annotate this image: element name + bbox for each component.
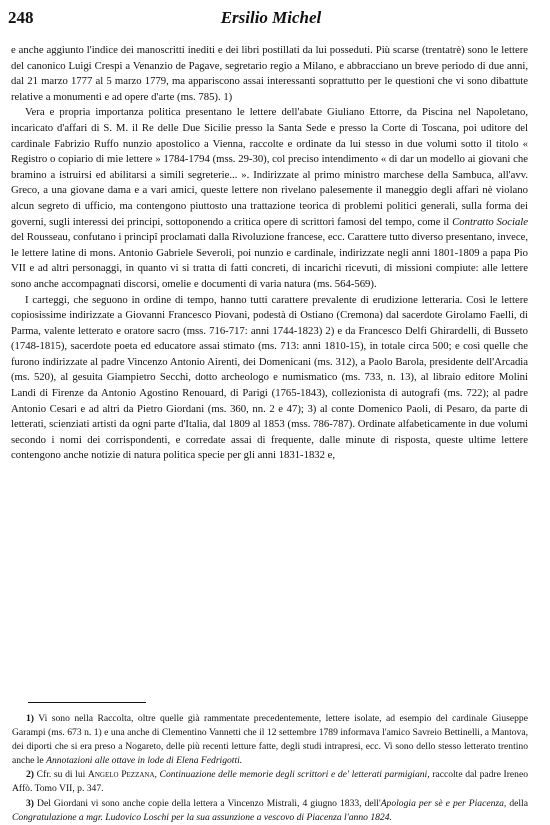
- footnote-2-author: Angelo Pezzana: [87, 769, 155, 781]
- footnote-2: [12, 768, 528, 796]
- contratto-sociale-title: Contratto Sociale: [452, 215, 528, 228]
- footnote-1-text: Vi sono nella Raccolta, oltre quelle già rammentate precedentemente, lettere isolate, ad esempio del cardinale Giuseppe Garampi (ms. 673 n. 1) e una anche di Clementino Vannetti che il 12 settembre 1789 informava l'amico Savreio Bettinelli, a Mantova, dei diporti che si era preso a Nogareto, delle più recenti letture fatte, degli studi intrapresi, ecc. Vi sono dello stesso letterato trentino anche le: [12, 713, 528, 767]
- footnote-3-text-b: della: [506, 797, 528, 809]
- body-text: [11, 43, 528, 464]
- footnote-2-text-b: raccolte dal padre Ireneo Affò. Tomo VII, p. 347.: [12, 769, 529, 795]
- footnote-2-mark: 2): [26, 769, 34, 781]
- footnote-1: [12, 712, 528, 768]
- footnote-1-mark: 1): [26, 713, 34, 724]
- paragraph-2: [11, 105, 528, 292]
- footnote-3-italic-2: Congratulazione a mgr. Ludovico Loschi per la sua assunzione a vescovo di Piacenza l'anno 1824.: [12, 811, 392, 823]
- footnote-3-mark: 3): [26, 797, 34, 809]
- footnote-3: [12, 797, 528, 825]
- footnote-3-text-a: Del Giordani vi sono anche copie della lettera a Vincenzo Mistrali, 4 giugno 1833, dell': [37, 797, 381, 809]
- paragraph-2-part-a: Vera e propria importanza politica presentano le lettere dell'abate Giuliano Ettorre, da Piscina nel Napoletano, incaricato d'affari di S. M. il Re delle Due Sicilie presso la Santa Sede e presso la Corte di Toscana, poi uditore del cardinale Fabrizio Ruffo nunzio apostolico a Vienna, raccolte e ordinate da lui stesso in due volumi sotto il titolo « Registro o copiario di mie lettere » 1784-1794 (mss. 29-30), col preciso intendimento « di dar un modello ai giovani che bramino a istruirsi ed abilitarsi a simili segreterie... ». Indirizzate al primo ministro marchese della Sambuca, all'avv. Greco, a una giovane dama e a vari amici, queste lettere non rivelano palesemente il maneggio degli affari nè violano alcun segreto di ufficio, ma contengono piuttosto una trattazione teorica di problemi politici generali, sulla forma dei governi, sugli interessi dei principi, sottoponendo a critica opere di scrittori famosi del tempo, come il: [11, 106, 528, 228]
- page-number: 248: [8, 8, 34, 27]
- paragraph-1: e anche aggiunto l'indice dei manoscritti inediti e dei libri postillati da lui posseduti. Più scarse (trentatrè) sono le lettere del canonico Luigi Crespi a Venanzio de Pagave, segretario regio a Milano, e abbracciano un breve periodo di due anni, dal 21 marzo 1777 al 5 marzo 1779, ma appariscono assai interessanti soprattutto per le questioni che vi sono dibattute relative a monumenti e ad opere d'arte (ms. 785). 1): [11, 44, 528, 103]
- footnote-rule: [28, 702, 146, 703]
- footnote-3-italic-1: Apologia per sè e per Piacenza,: [380, 797, 507, 809]
- footnote-1-italic: Annotazioni alle ottave in lode di Elena Fedrigotti.: [46, 755, 243, 767]
- paragraph-3: I carteggi, che seguono in ordine di tempo, hanno tutti carattere prevalente di erudizione letteraria. Così le lettere copiosissime indirizzate a Giovanni Francesco Piovani, podestà di Ostiano (Cremona) dal sacerdote Girolamo Faelli, di Parma, valente letterato e oratore sacro (mss. 716-717: anni 1744-1823) 2) e da Francesco Delfi Ghirardelli, di Busseto (1748-1815), sacerdote poeta ed educatore assai stimato (ms. 713: anni 1810-15), in totale circa 500; e così quelle che furono indirizzate al padre Vincenzo Antonio Airenti, dei Domenicani (ms. 312), a Paolo Barola, presidente dell'Arcadia (ms. 520), al gesuita Giampietro Secchi, dotto archeologo e numismatico (ms. 733, n. 13), al libraio editore Molini Landi di Firenze da Antonio Agostino Renouard, di Parigi (1765-1843), collezionista di autografi (ms. 722); al padre Antonio Cesari e ad altri da Pietro Giordani (ms. 360, nn. 2 e 47); 3) al conte Domenico Paoli, di Pesaro, da parte di letterati, scienziati artisti da ogni parte d'Italia, dal 1809 al 1853 (mss. 786-787). Ordinate alfabeticamente in due volumi secondo i nomi dei corrispondenti, e corredate assai di frequente, dalle minute di risposta, queste ultime lettere contengono anche notizie di natura politica specie per gli anni 1831-1832 e,: [11, 293, 528, 462]
- running-head: Ersilio Michel: [220, 8, 322, 27]
- footnote-2-text-a: Cfr. su di lui: [36, 769, 88, 781]
- footnote-2-title: , Continuazione delle memorie degli scrittori e de' letterati parmigiani,: [154, 769, 430, 781]
- page-header: [8, 8, 534, 30]
- paragraph-2-part-b: del Rousseau, confutano i principî proclamati dalla Rivoluzione francese, ecc. Carattere tutto diverso presentano, invece, le lettere latine di mons. Antonio Gabriele Severoli, poi nunzio e cardinale, indirizzate negli anni 1801-1809 a papa Pio VII e ad altri personaggi, in quanto vi si tratta di fatti concreti, di incarichi ricevuti, di missioni compiute: alle lettere sono anche accompagnati discorsi, omelie e documenti di varia natura (ms. 564-569).: [11, 231, 528, 290]
- footnotes: [12, 712, 528, 825]
